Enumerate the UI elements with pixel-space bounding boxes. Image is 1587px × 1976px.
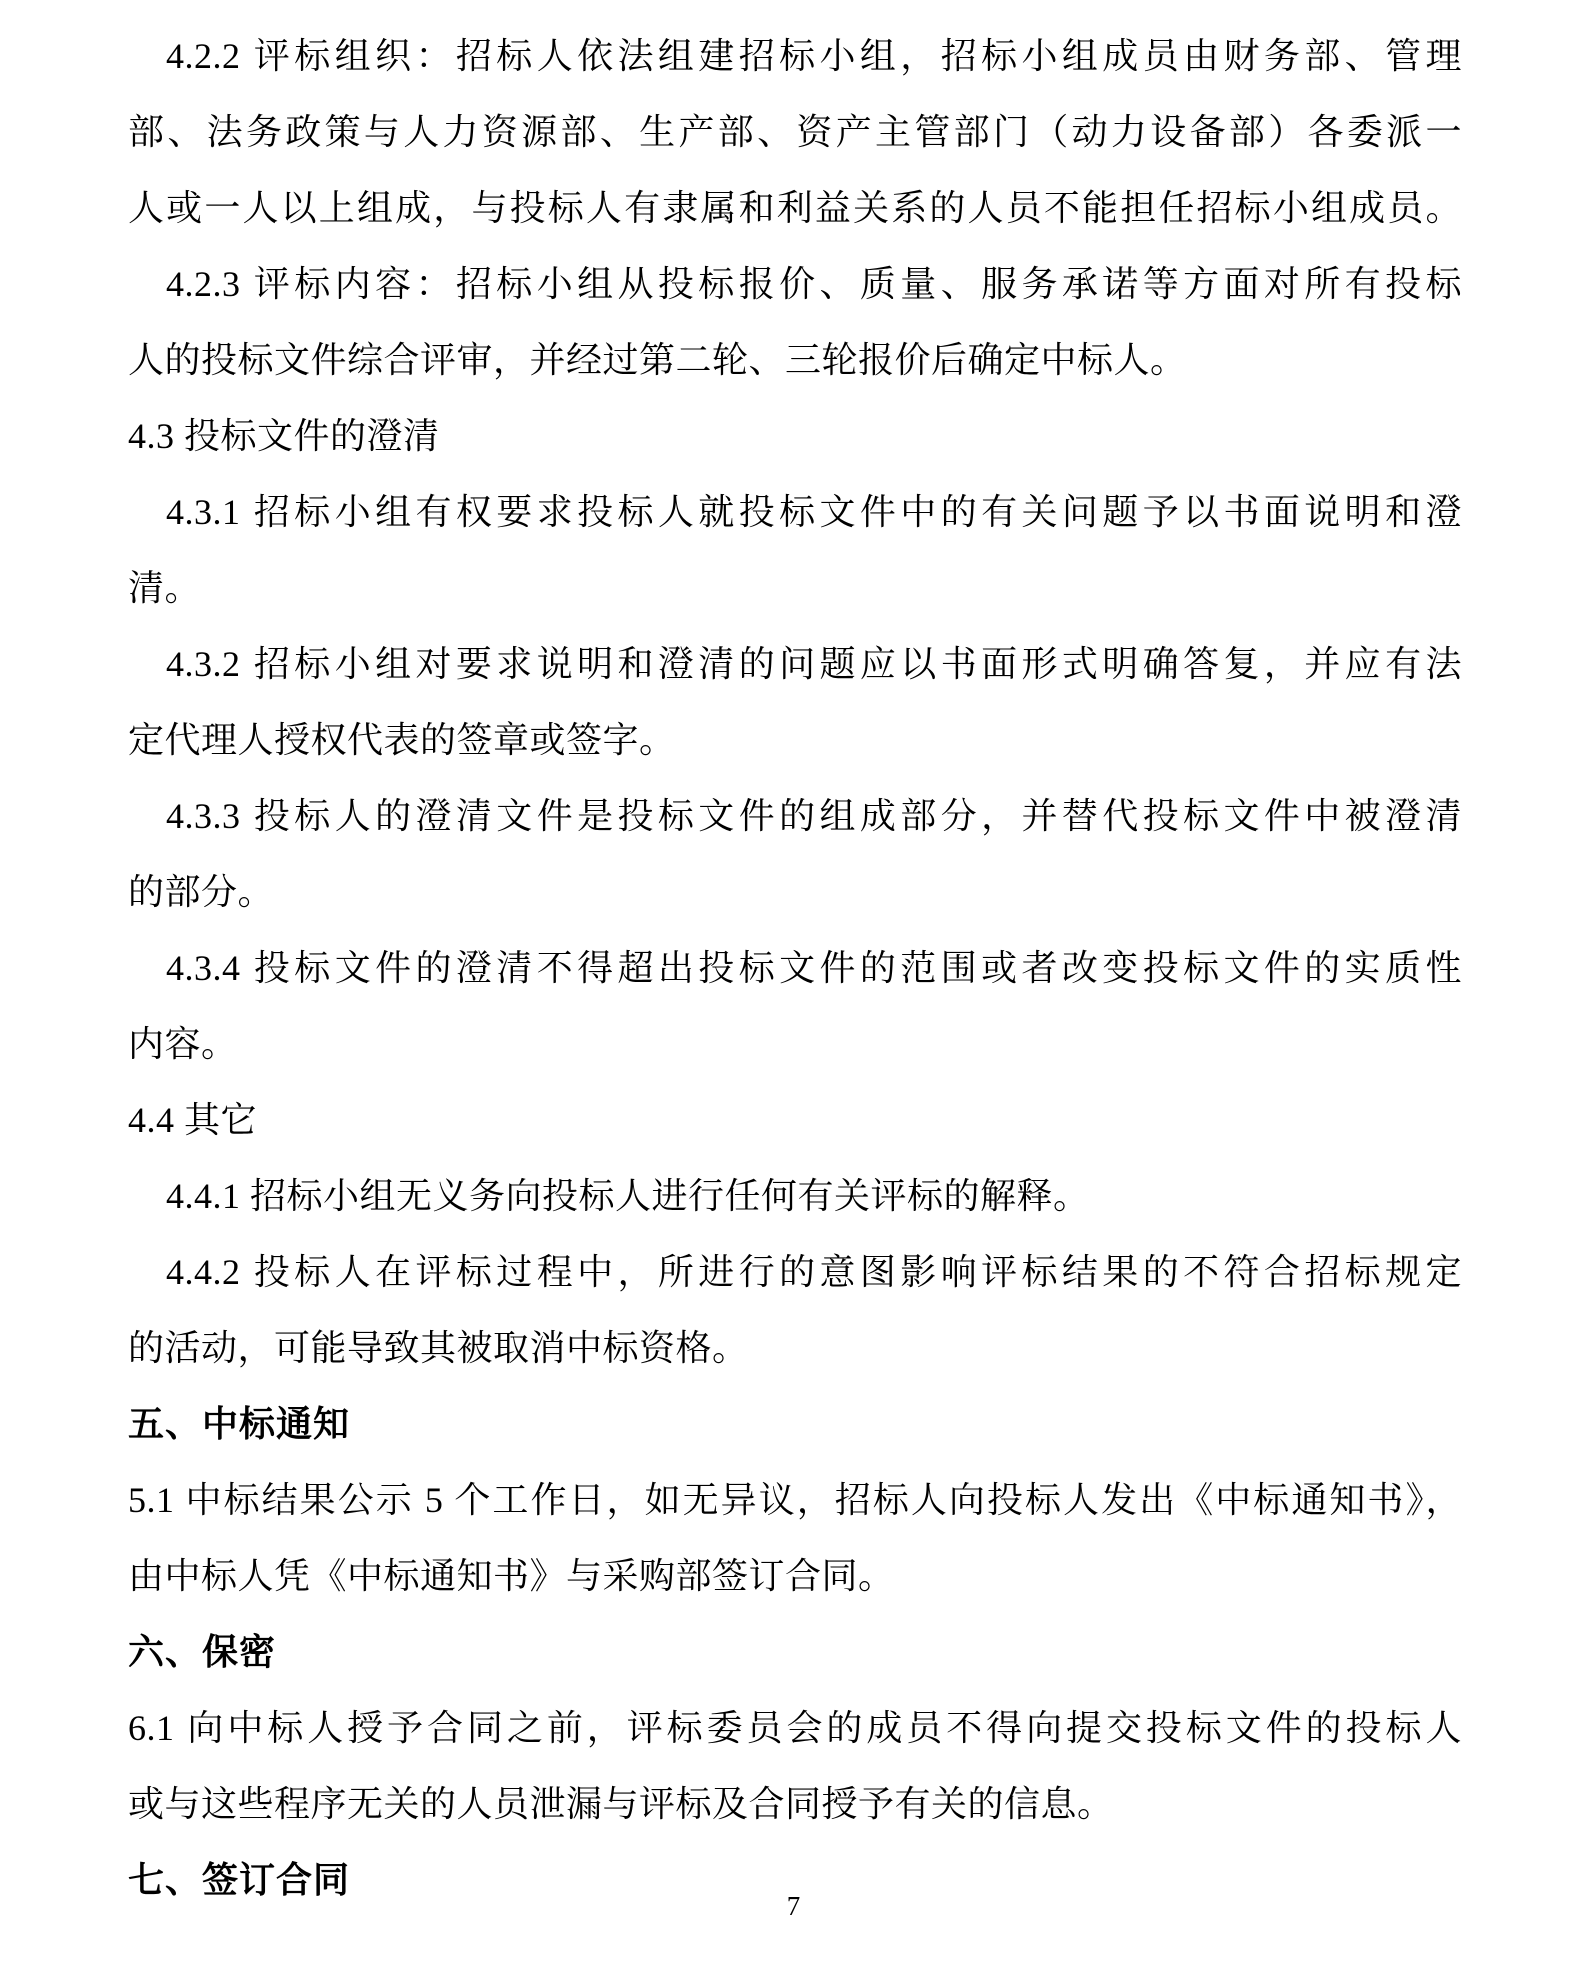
doc-line: 4.4.1 招标小组无义务向投标人进行任何有关评标的解释。 <box>166 1176 1090 1216</box>
doc-line: 人的投标文件综合评审，并经过第二轮、三轮报价后确定中标人。 <box>128 340 1187 380</box>
doc-line: 6.1 向中标人授予合同之前，评标委员会的成员不得向提交投标文件的投标人 <box>128 1708 1462 1748</box>
doc-line: 由中标人凭《中标通知书》与采购部签订合同。 <box>128 1556 895 1596</box>
doc-line: 清。 <box>128 568 202 608</box>
doc-line: 4.3.1 招标小组有权要求投标人就投标文件中的有关问题予以书面说明和澄 <box>166 492 1462 532</box>
section-heading: 五、中标通知 <box>128 1404 351 1444</box>
doc-line: 的部分。 <box>128 872 275 912</box>
doc-line: 定代理人授权代表的签章或签字。 <box>128 720 676 760</box>
section-heading: 七、签订合同 <box>128 1860 351 1900</box>
doc-line: 4.3.4 投标文件的澄清不得超出投标文件的范围或者改变投标文件的实质性 <box>166 948 1462 988</box>
doc-line: 的活动，可能导致其被取消中标资格。 <box>128 1328 749 1368</box>
page-number: 7 <box>786 1891 801 1921</box>
doc-line: 4.4.2 投标人在评标过程中，所进行的意图影响评标结果的不符合招标规定 <box>166 1252 1462 1292</box>
doc-line: 4.3.3 投标人的澄清文件是投标文件的组成部分，并替代投标文件中被澄清 <box>166 796 1462 836</box>
doc-line: 部、法务政策与人力资源部、生产部、资产主管部门（动力设备部）各委派一 <box>128 112 1462 152</box>
doc-line: 或与这些程序无关的人员泄漏与评标及合同授予有关的信息。 <box>128 1784 1114 1824</box>
doc-subheading: 4.4 其它 <box>128 1100 258 1140</box>
section-heading: 六、保密 <box>128 1632 277 1672</box>
doc-line: 4.2.2 评标组织：招标人依法组建招标小组，招标小组成员由财务部、管理 <box>166 36 1462 76</box>
document-page <box>128 18 1462 1918</box>
doc-line: 5.1 中标结果公示 5 个工作日，如无异议，招标人向投标人发出《中标通知书》， <box>128 1480 1462 1520</box>
doc-line: 人或一人以上组成，与投标人有隶属和利益关系的人员不能担任招标小组成员。 <box>128 188 1462 228</box>
doc-line: 内容。 <box>128 1024 238 1064</box>
doc-subheading: 4.3 投标文件的澄清 <box>128 416 440 456</box>
doc-line: 4.2.3 评标内容：招标小组从投标报价、质量、服务承诺等方面对所有投标 <box>166 264 1462 304</box>
doc-line: 4.3.2 招标小组对要求说明和澄清的问题应以书面形式明确答复，并应有法 <box>166 644 1462 684</box>
